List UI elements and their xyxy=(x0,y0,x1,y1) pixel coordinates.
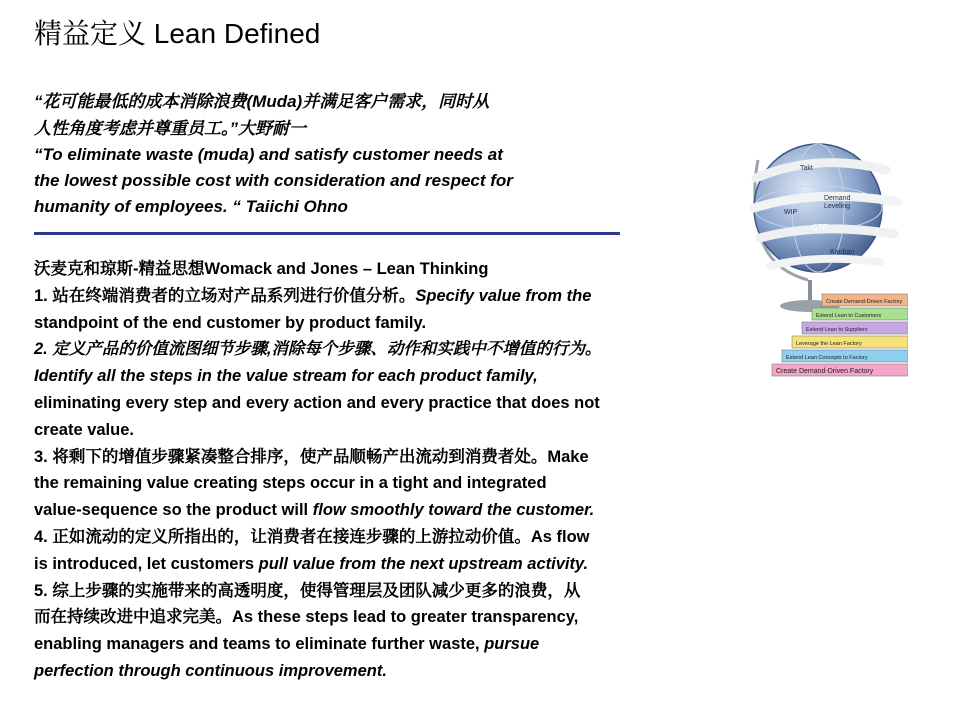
point-5-line-1: 5. 综上步骤的实施带来的高透明度，使得管理层及团队减少更多的浪费，从 xyxy=(34,581,581,600)
staircase-step-label: Extend Lean to Suppliers xyxy=(806,327,868,333)
point-2-line-4: create value. xyxy=(34,420,134,439)
page-title: 精益定义 Lean Defined xyxy=(34,18,321,49)
globe-label-3: Leveling xyxy=(824,203,851,210)
point-3-text: value-sequence so the product will xyxy=(34,501,313,520)
lean-thinking-list xyxy=(34,256,694,685)
ohno-quote xyxy=(34,88,634,220)
point-4-text: is introduced, let customers xyxy=(34,554,259,573)
point-4-line-1: 4. 正如流动的定义所指出的，让消费者在接连步骤的上游拉动价值。As flow xyxy=(34,527,590,546)
quote-en-line-3: humanity of employees. “ Taiichi Ohno xyxy=(34,197,348,216)
point-5-line-2: 而在持续改进中追求完美。As these steps lead to greater transparency, xyxy=(34,608,579,627)
divider xyxy=(34,232,620,235)
point-3-line-2: the remaining value creating steps occur in a tight and integrated xyxy=(34,474,547,493)
point-1-line-2: standpoint of the end customer by product family. xyxy=(34,313,427,332)
point-1-line-1 xyxy=(34,283,694,310)
lean-globe-staircase-illustration xyxy=(748,130,908,392)
globe-label-4: CTP xyxy=(812,223,828,232)
point-3-line-1: 3. 将剩下的增值步骤紧凑整合排序，使产品顺畅产出流动到消费者处。Make xyxy=(34,447,589,466)
point-2-line-3: eliminating every step and every action and every practice that does not xyxy=(34,393,600,412)
section-heading: 沃麦克和琼斯-精益思想Womack and Jones – Lean Thinking xyxy=(34,260,489,278)
staircase-step-label: Leverage the Lean Factory xyxy=(796,341,862,347)
staircase-step-label: Create Demand-Driven Factory xyxy=(776,368,874,375)
staircase-step-label: Create Demand-Driven Factory xyxy=(826,299,903,305)
point-5-text: enabling managers and teams to eliminate further waste, xyxy=(34,635,485,654)
quote-en-line-2: the lowest possible cost with consideration and respect for xyxy=(34,171,513,190)
globe-label-6: WIP xyxy=(784,209,798,216)
staircase-step-label: Extend Lean to Customers xyxy=(816,313,882,319)
point-1-cn: 1. 站在终端消费者的立场对产品系列进行价值分析。 xyxy=(34,286,416,305)
point-5-line-3 xyxy=(34,631,694,658)
globe-label-2: Demand xyxy=(824,195,851,202)
point-2-line-2: Identify all the steps in the value stream for each product family, xyxy=(34,367,538,386)
point-1-en-italic: Specify value from the xyxy=(415,286,592,305)
illustration-svg xyxy=(748,130,908,392)
point-5-line-4: perfection through continuous improvement. xyxy=(34,661,387,680)
point-2-line-1: 2. 定义产品的价值流图细节步骤,消除每个步骤、动作和实践中不增值的行为。 xyxy=(34,340,602,359)
point-5-italic: pursue xyxy=(484,635,540,654)
globe-label-1: Takt xyxy=(800,165,813,172)
point-4-line-2 xyxy=(34,551,694,578)
point-4-italic: pull value from the next upstream activity. xyxy=(258,554,589,573)
quote-cn-line-1: “花可能最低的成本消除浪费(Muda)并满足客户需求，同时从 xyxy=(34,92,490,111)
point-3-italic: flow smoothly toward the customer. xyxy=(312,501,595,520)
globe-label-5: Kanban xyxy=(830,249,855,256)
quote-en-line-1: “To eliminate waste (muda) and satisfy customer needs at xyxy=(34,145,503,164)
point-3-line-3 xyxy=(34,497,694,524)
quote-cn-line-2: 人性角度考虑并尊重员工。”大野耐一 xyxy=(34,119,306,138)
staircase-step-label: Extend Lean Concepts to Factory xyxy=(786,355,868,361)
